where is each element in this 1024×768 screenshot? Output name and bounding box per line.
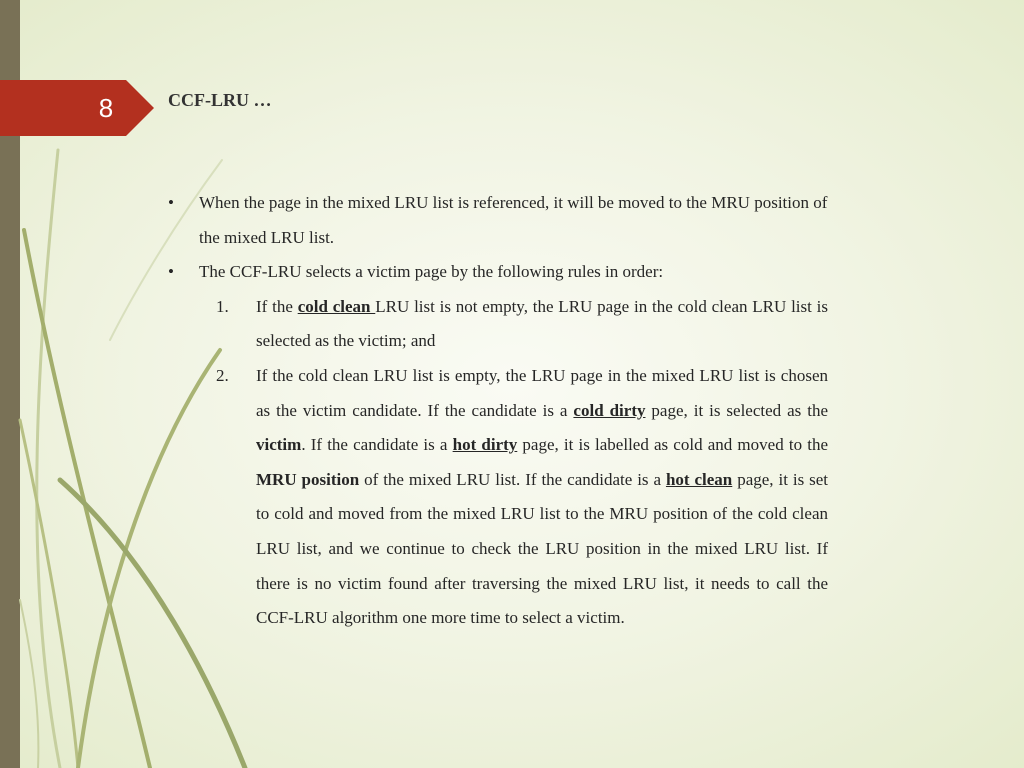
bullet-item-victim-rules xyxy=(168,255,828,290)
rule-text-segment: LRU list is not empty, the LRU page in the cold clean LRU list is selected as the victim; and xyxy=(256,296,829,351)
slide-number-tab xyxy=(0,80,154,136)
rule-text-segment: page, it is labelled as cold and moved to the xyxy=(517,435,829,455)
rule-text-segment: of the mixed LRU list. If the candidate is a xyxy=(359,469,666,489)
slide-title: CCF-LRU … xyxy=(168,90,272,110)
rule-text-segment: page, it is set to cold and moved from the mixed LRU list to the MRU position of the cold clean LRU list, and we continue to check the LRU position in the mixed LRU list. If there is no victim found after traversing the mixed LRU list, it needs to call the CCF-LRU algorithm one more time to select a victim. xyxy=(256,469,829,628)
rule-number: 2. xyxy=(216,365,229,385)
rule-text-segment: . If the candidate is a xyxy=(301,435,453,455)
bullet-marker: • xyxy=(168,262,174,282)
rule-text-segment: page, it is selected as the xyxy=(645,400,828,420)
bullet-text: The CCF-LRU selects a victim page by the following rules in order: xyxy=(199,262,664,282)
leaf-stroke xyxy=(20,600,38,768)
rule-item-1 xyxy=(216,290,828,359)
rule-number: 1. xyxy=(216,296,229,316)
leaf-stroke xyxy=(37,150,60,768)
rule-item-2 xyxy=(216,359,828,636)
rule-text xyxy=(256,297,828,351)
term-hot-dirty: hot dirty xyxy=(452,435,518,455)
slide-body xyxy=(168,186,828,636)
rule-text-segment: If the cold clean LRU list is empty, the LRU page in the mixed LRU list is chosen as the victim candidate. If the candidate is a xyxy=(256,365,828,420)
term-cold-dirty: cold dirty xyxy=(573,400,646,420)
slide-number: 8 xyxy=(98,93,114,123)
bullet-text: When the page in the mixed LRU list is referenced, it will be moved to the MRU position of the mixed LRU list. xyxy=(199,193,828,247)
term-cold-clean: cold clean xyxy=(297,296,376,316)
leaf-stroke xyxy=(20,420,78,768)
term-victim: victim xyxy=(256,435,302,455)
term-mru-position: MRU position xyxy=(256,469,360,489)
rule-text-segment: If the xyxy=(256,296,298,316)
victim-rules-list xyxy=(216,290,828,636)
term-hot-clean: hot clean xyxy=(665,469,733,489)
bullet-item-mixed-list-reference xyxy=(168,186,828,255)
rule-text xyxy=(256,366,828,627)
bullet-marker: • xyxy=(168,193,174,212)
